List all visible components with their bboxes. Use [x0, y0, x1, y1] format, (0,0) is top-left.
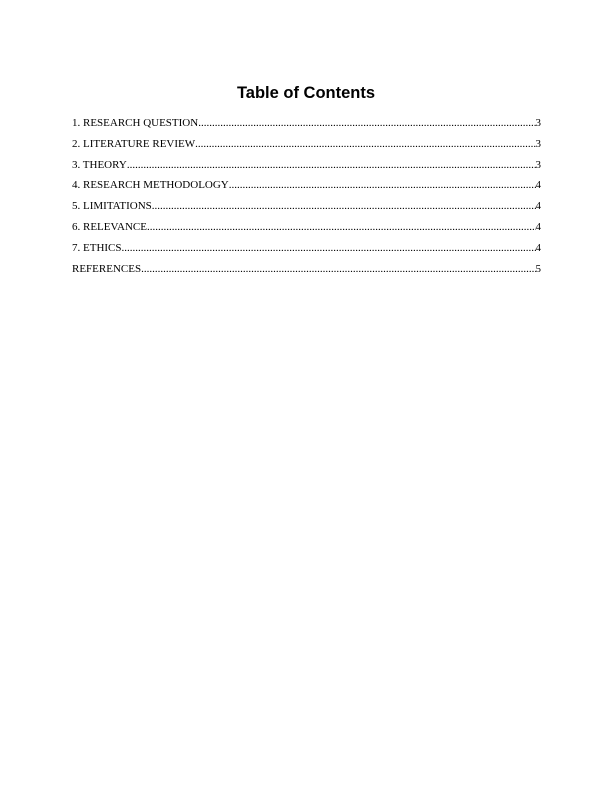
toc-dot-leader: [152, 199, 536, 213]
toc-list: [72, 116, 541, 282]
toc-entry-label: 3. THEORY: [72, 158, 127, 171]
toc-dot-leader: [122, 241, 536, 255]
toc-page-number: 5: [535, 262, 541, 275]
toc-title: Table of Contents: [236, 84, 376, 102]
toc-dot-leader: [141, 262, 535, 276]
toc-entry-research-question[interactable]: [72, 116, 541, 137]
toc-entry-ethics[interactable]: [72, 241, 541, 262]
toc-entry-theory[interactable]: [72, 158, 541, 179]
toc-entry-relevance[interactable]: [72, 220, 541, 241]
toc-dot-leader: [195, 137, 535, 151]
toc-entry-label: 4. RESEARCH METHODOLOGY: [72, 179, 229, 192]
toc-entry-label: 1. RESEARCH QUESTION: [72, 117, 199, 129]
toc-page-number: 3: [535, 117, 541, 129]
toc-entry-limitations[interactable]: [72, 199, 541, 220]
toc-page-number: 4: [535, 241, 541, 254]
toc-page-number: 4: [535, 200, 541, 213]
toc-entry-label: REFERENCES: [72, 262, 142, 275]
toc-entry-references[interactable]: [72, 262, 541, 283]
toc-entry-label: 2. LITERATURE REVIEW: [72, 137, 196, 150]
toc-entry-research-methodology[interactable]: [72, 178, 541, 199]
toc-dot-leader: [229, 178, 536, 192]
toc-page-number: 3: [535, 137, 541, 150]
toc-page-number: 4: [535, 220, 541, 233]
toc-dot-leader: [147, 220, 536, 234]
toc-entry-label: 7. ETHICS: [72, 241, 122, 254]
toc-page-number: 4: [535, 179, 541, 192]
toc-entry-label: 5. LIMITATIONS: [72, 200, 152, 213]
toc-page-number: 3: [535, 158, 541, 171]
toc-entry-label: 6. RELEVANCE: [72, 220, 147, 233]
toc-dot-leader: [127, 158, 536, 172]
toc-entry-literature-review[interactable]: [72, 137, 541, 158]
toc-dot-leader: [198, 116, 535, 130]
